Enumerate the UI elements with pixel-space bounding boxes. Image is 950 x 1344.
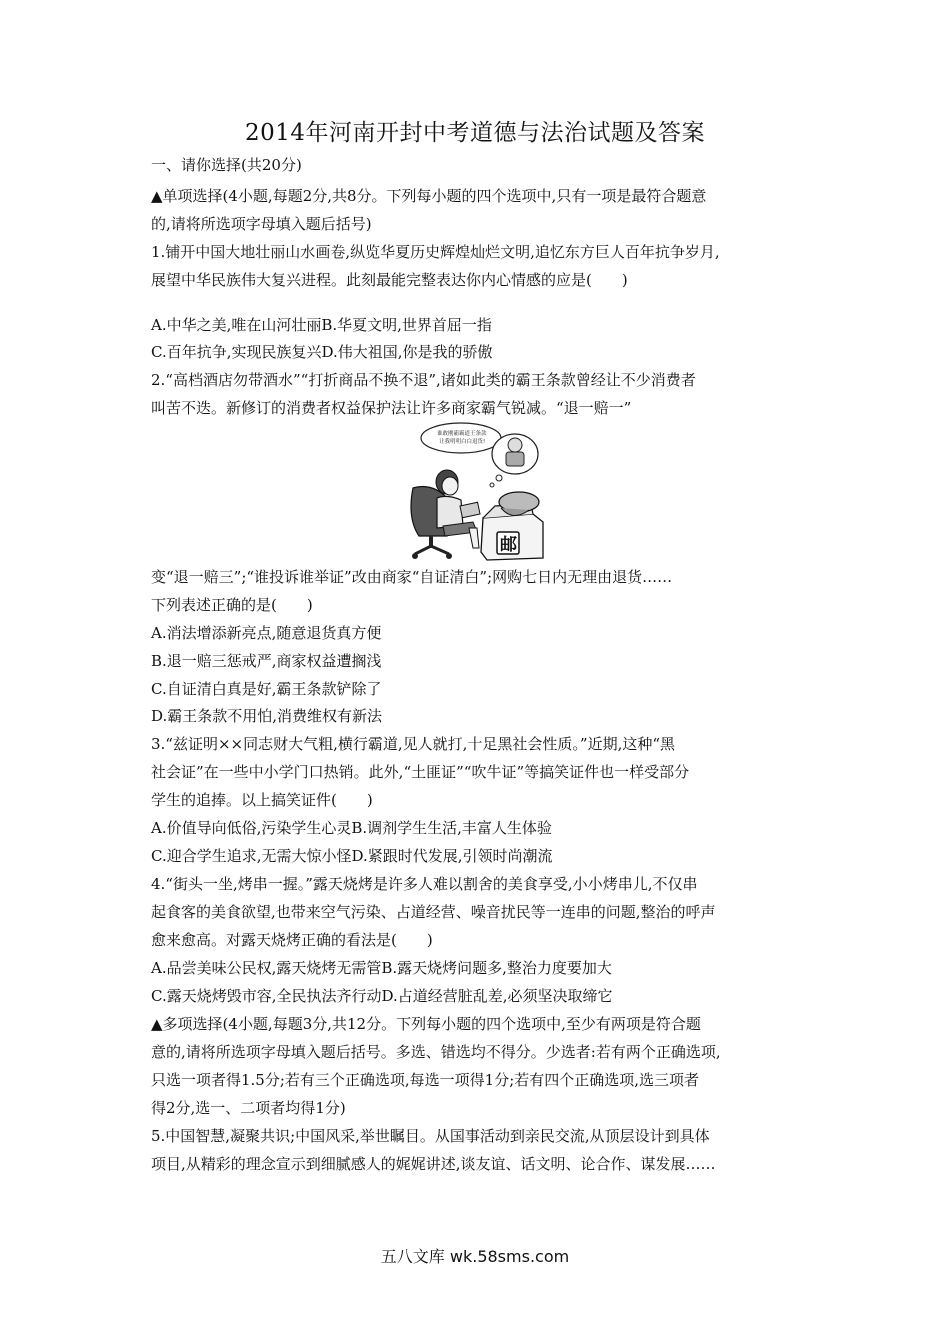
question-line: 展望中华民族伟大复兴进程。此刻最能完整表达你内心情感的应是( ) xyxy=(151,271,628,289)
question-line: 2.“高档酒店勿带酒水”“打折商品不换不退”,诸如此类的霸王条款曾经让不少消费者 xyxy=(151,371,696,389)
question-line: 5.中国智慧,凝聚共识;中国风采,举世瞩目。从国事活动到亲民交流,从顶层设计到具体 xyxy=(151,1127,710,1145)
option-line: A.品尝美味公民权,露天烧烤无需管B.露天烧烤问题多,整治力度要加大 xyxy=(151,959,612,977)
option-line: C.百年抗争,实现民族复兴D.伟大祖国,你是我的骄傲 xyxy=(151,343,493,361)
question-line: 4.“街头一坐,烤串一握。”露天烧烤是许多人难以割舍的美食享受,小小烤串儿,不仅串 xyxy=(151,875,698,893)
question-line: 1.铺开中国大地壮丽山水画卷,纵览华夏历史辉煌灿烂文明,追忆东方巨人百年抗争岁月, xyxy=(151,243,720,261)
question-line: 学生的追捧。以上搞笑证件( ) xyxy=(151,791,373,809)
question-line: 项目,从精彩的理念宣示到细腻感人的娓娓讲述,谈友谊、话文明、论合作、谋发展…… xyxy=(151,1155,716,1173)
option-line: B.退一赔三惩戒严,商家权益遭搁浅 xyxy=(151,652,382,670)
text-line: ▲多项选择(4小题,每题3分,共12分。下列每小题的四个选项中,至少有两项是符合题 xyxy=(151,1015,701,1033)
option-line: A.中华之美,唯在山河壮丽B.华夏文明,世界首屈一指 xyxy=(151,316,492,334)
section-heading: 一、请你选择(共20分) xyxy=(151,156,302,174)
footer-watermark: 五八文库 wk.58sms.com xyxy=(380,1247,570,1266)
option-line: C.迎合学生追求,无需大惊小怪D.紧跟时代发展,引领时尚潮流 xyxy=(151,847,553,865)
bubble-text-1: 谁敢刚霸霸道王条款 xyxy=(437,431,487,437)
bubble-text-2: 让我明明白白退货! xyxy=(439,439,486,445)
question-line: 愈来愈高。对露天烧烤正确的看法是( ) xyxy=(151,931,433,949)
question-line: 社会证”在一些中小学门口热销。此外,“土匪证”“吹牛证”等搞笑证件也一样受部分 xyxy=(151,763,690,781)
document-title: 2014年河南开封中考道德与法治试题及答案 xyxy=(244,120,706,146)
option-line: C.露天烧烤毁市容,全民执法齐行动D.占道经营脏乱差,必须坚决取缔它 xyxy=(151,987,613,1005)
speech-bubble xyxy=(421,423,501,453)
option-line: A.价值导向低俗,污染学生心灵B.调剂学生生活,丰富人生体验 xyxy=(151,819,552,837)
text-line: 只选一项者得1.5分;若有三个正确选项,每选一项得1分;若有四个正确选项,选三项者 xyxy=(151,1071,700,1089)
question-line: 下列表述正确的是( ) xyxy=(151,596,313,614)
question-line: 变“退一赔三”;“谁投诉谁举证”改由商家“自证清白”;网购七日内无理由退货…… xyxy=(151,568,673,586)
text-line: 意的,请将所选项字母填入题后括号。多选、错选均不得分。少选者:若有两个正确选项, xyxy=(151,1043,721,1061)
text-line: 得2分,选一、二项者均得1分) xyxy=(151,1099,346,1117)
option-line: D.霸王条款不用怕,消费维权有新法 xyxy=(151,707,383,725)
question-line: 起食客的美食欲望,也带来空气污染、占道经营、噪音扰民等一连串的问题,整治的呼声 xyxy=(151,903,716,921)
option-line: C.自证清白真是好,霸王条款铲除了 xyxy=(151,680,382,698)
question-line: 3.“兹证明××同志财大气粗,横行霸道,见人就打,十足黑社会性质。”近期,这种“黑 xyxy=(151,735,676,753)
box-post-label: 邮 xyxy=(500,535,517,555)
consumer-cartoon-illustration xyxy=(403,418,548,563)
option-line: A.消法增添新亮点,随意退货真方便 xyxy=(151,624,382,642)
question-line: 叫苦不迭。新修订的消费者权益保护法让许多商家霸气锐减。“退一赔一” xyxy=(151,399,632,417)
text-line: 的,请将所选项字母填入题后括号) xyxy=(151,215,372,233)
text-line: ▲单项选择(4小题,每题2分,共8分。下列每小题的四个选项中,只有一项是最符合题意 xyxy=(151,187,707,205)
